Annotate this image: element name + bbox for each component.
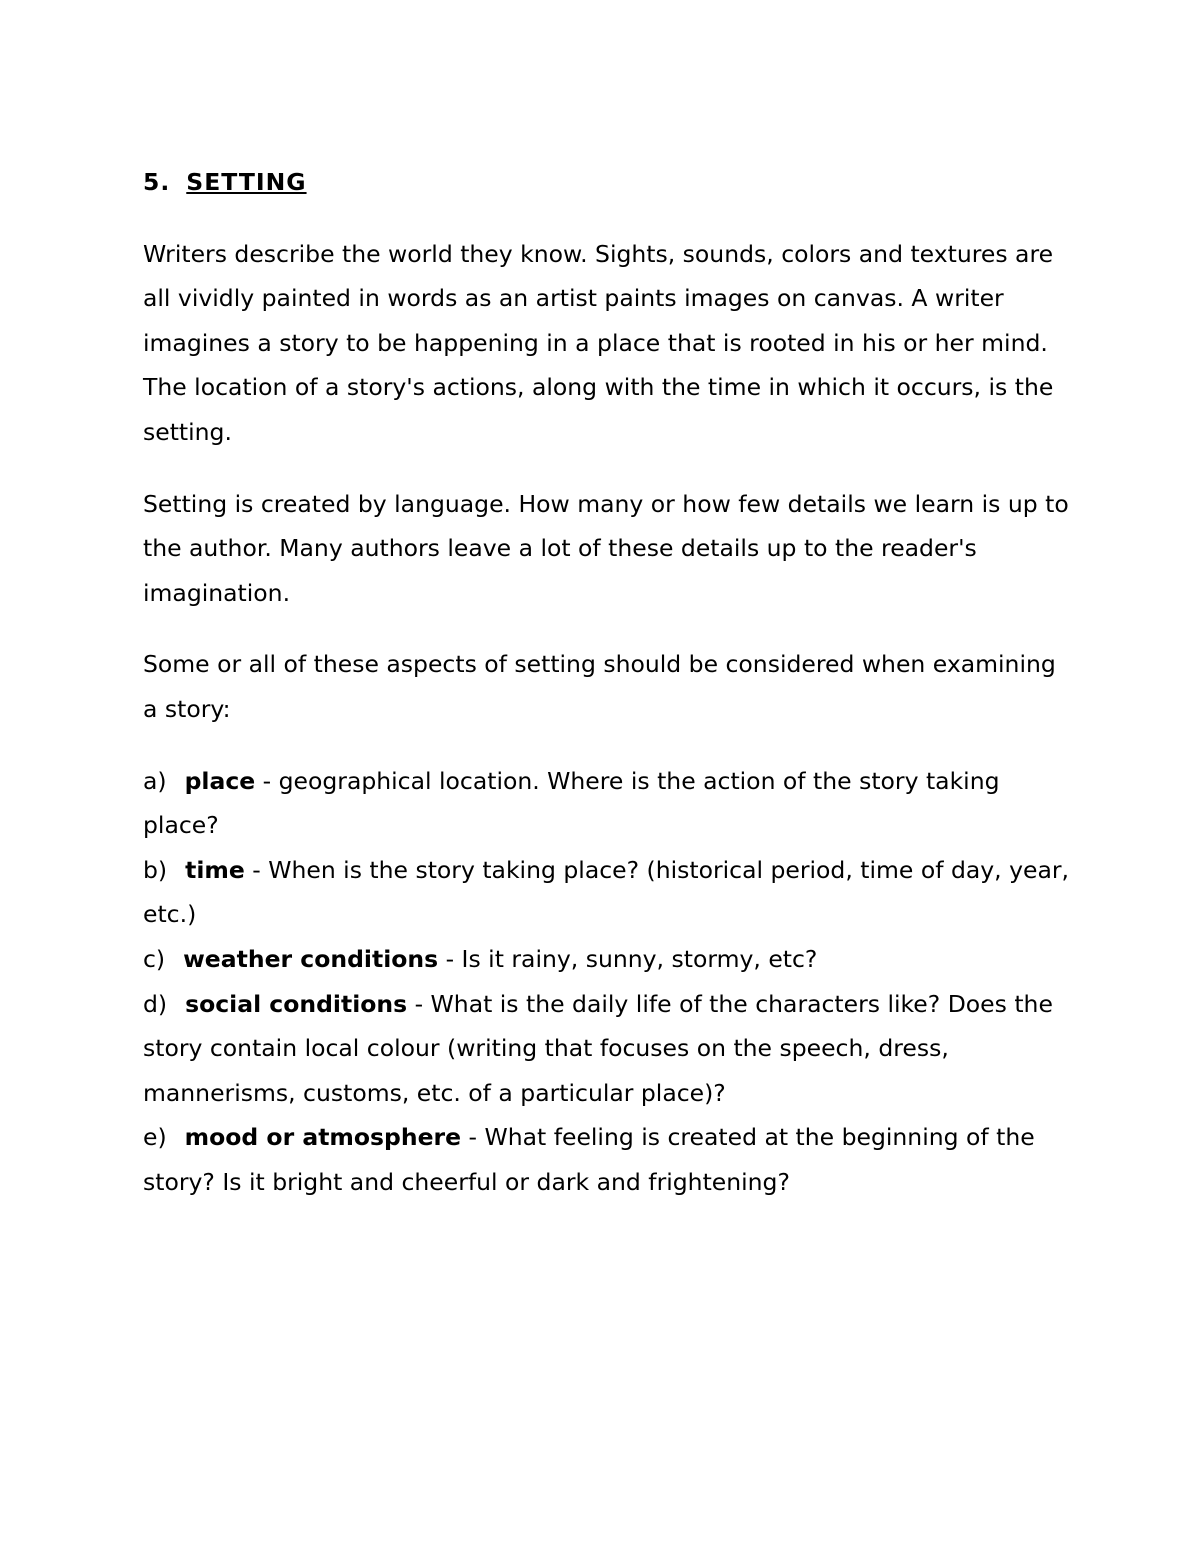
document-body [143, 160, 1073, 1204]
list-term: place [184, 766, 256, 795]
paragraph-intro: Writers describe the world they know. Sights, sounds, colors and textures are all vividly painted in words as an artist paints images on canvas. A writer imagines a story to be happening in a place that is rooted in his or her mind. The location of a story's actions, along with the time in which it occurs, is the setting. [143, 239, 1054, 446]
list-marker: e) [143, 1123, 167, 1152]
paragraph-aspects-intro: Some or all of these aspects of setting should be considered when examining a story: [143, 650, 1056, 723]
list-term: weather conditions [183, 944, 439, 973]
list-marker: c) [143, 944, 166, 973]
list-term: social conditions [185, 989, 408, 1018]
list-marker: a) [143, 766, 167, 795]
list-description: - What is the daily life of the characters like? Does the story contain local colour (writing that focuses on the speech, dress, mannerisms, customs, etc. of a particular place)? [143, 989, 1053, 1107]
paragraph-language: Setting is created by language. How many or how few details we learn is up to the author. Many authors leave a lot of these details up to the reader's imagination. [143, 489, 1069, 607]
list-term: mood or atmosphere [184, 1123, 462, 1152]
section-heading [143, 160, 1073, 205]
section-title: SETTING [186, 168, 307, 196]
list-marker: b) [143, 855, 168, 884]
section-number: 5. [143, 168, 171, 196]
list-term: time [185, 855, 245, 884]
list-item-mood-or-atmosphere [143, 1115, 1073, 1204]
list-marker: d) [143, 989, 168, 1018]
list-item-place [143, 759, 1073, 848]
list-description: - geographical location. Where is the action of the story taking place? [143, 766, 1000, 840]
aspects-list [143, 759, 1073, 1205]
list-item-weather-conditions [143, 937, 1073, 982]
list-item-time [143, 848, 1073, 937]
list-description: - When is the story taking place? (historical period, time of day, year, etc.) [143, 855, 1070, 929]
list-description: - What feeling is created at the beginning of the story? Is it bright and cheerful or dark and frightening? [143, 1123, 1035, 1196]
list-item-social-conditions [143, 982, 1073, 1116]
list-description: - Is it rainy, sunny, stormy, etc? [438, 944, 818, 973]
